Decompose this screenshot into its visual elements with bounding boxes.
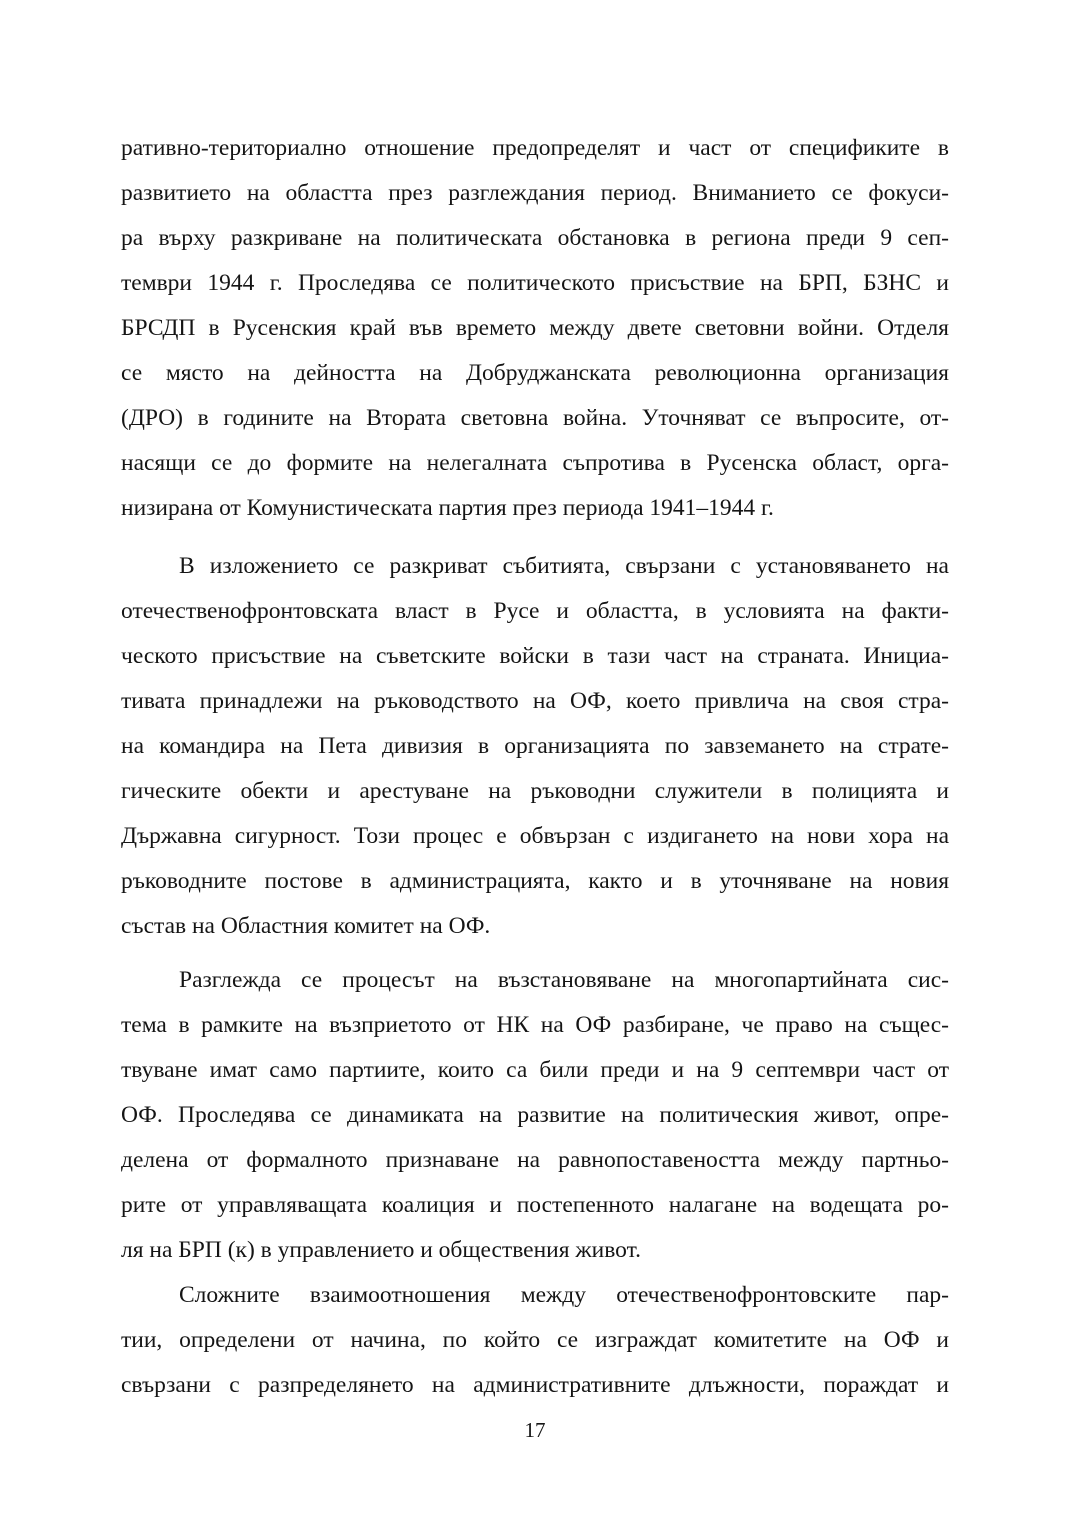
text-line: гическите обекти и арестуване на ръководни служители в полицията и xyxy=(121,778,949,804)
text-line: (ДРО) в годините на Втората световна война. Уточняват се въпросите, от- xyxy=(121,405,949,431)
text-line: на командира на Пета дивизия в организацията по завземането на страте- xyxy=(121,733,949,759)
page-text xyxy=(121,126,949,1408)
text-line: тември 1944 г. Проследява се политическото присъствие на БРП, БЗНС и xyxy=(121,270,949,296)
text-line: ративно-териториално отношение предопределят и част от спецификите в xyxy=(121,135,949,161)
text-line: насящи се до формите на нелегалната съпротива в Русенска област, орга- xyxy=(121,450,949,476)
text-line: състав на Областния комитет на ОФ. xyxy=(121,913,491,939)
text-line: делена от формалното признаване на равнопоставеността между партньо- xyxy=(121,1147,949,1173)
text-line: БРСДП в Русенския край във времето между двете световни войни. Отделя xyxy=(121,315,949,341)
text-line: ОФ. Проследява се динамиката на развитие на политическия живот, опре- xyxy=(121,1102,949,1128)
text-line: отечественофронтовската власт в Русе и областта, в условията на факти- xyxy=(121,598,949,624)
text-line: ръководните постове в администрацията, както и в уточняване на новия xyxy=(121,868,949,894)
page-footer xyxy=(121,1413,949,1447)
text-line: ческото присъствие на съветските войски в тази част на страната. Инициа- xyxy=(121,643,949,669)
text-line: ля на БРП (к) в управлението и обществения живот. xyxy=(121,1237,641,1263)
text-line: твуване имат само партиите, които са били преди и на 9 септември част от xyxy=(121,1057,949,1083)
page-number: 17 xyxy=(524,1418,546,1442)
paragraph xyxy=(121,544,949,949)
text-line: развитието на областта през разглеждания период. Вниманието се фокуси- xyxy=(121,180,949,206)
text-line: низирана от Комунистическата партия през периода 1941–1944 г. xyxy=(121,495,774,521)
paragraph xyxy=(121,1273,949,1408)
text-line: Държавна сигурност. Този процес е обвързан с издигането на нови хора на xyxy=(121,823,949,849)
text-line: ра върху разкриване на политическата обстановка в региона преди 9 сеп- xyxy=(121,225,949,251)
text-line: рите от управляващата коалиция и постепенното налагане на водещата ро- xyxy=(121,1192,949,1218)
text-line: В изложението се разкриват събитията, свързани с установяването на xyxy=(179,553,949,579)
text-line: тема в рамките на възприетото от НК на ОФ разбиране, че право на същес- xyxy=(121,1012,949,1038)
text-line: тивата принадлежи на ръководството на ОФ, което привлича на своя стра- xyxy=(121,688,949,714)
text-line: се място на дейността на Добруджанската революционна организация xyxy=(121,360,949,386)
text-line: Сложните взаимоотношения между отечественофронтовските пар- xyxy=(179,1282,949,1308)
paragraph xyxy=(121,126,949,531)
paragraph xyxy=(121,958,949,1273)
text-line: свързани с разпределянето на административните длъжности, пораждат и xyxy=(121,1372,949,1398)
text-line: тии, определени от начина, по който се изграждат комитетите на ОФ и xyxy=(121,1327,949,1353)
text-line: Разглежда се процесът на възстановяване на многопартийната сис- xyxy=(179,967,949,993)
